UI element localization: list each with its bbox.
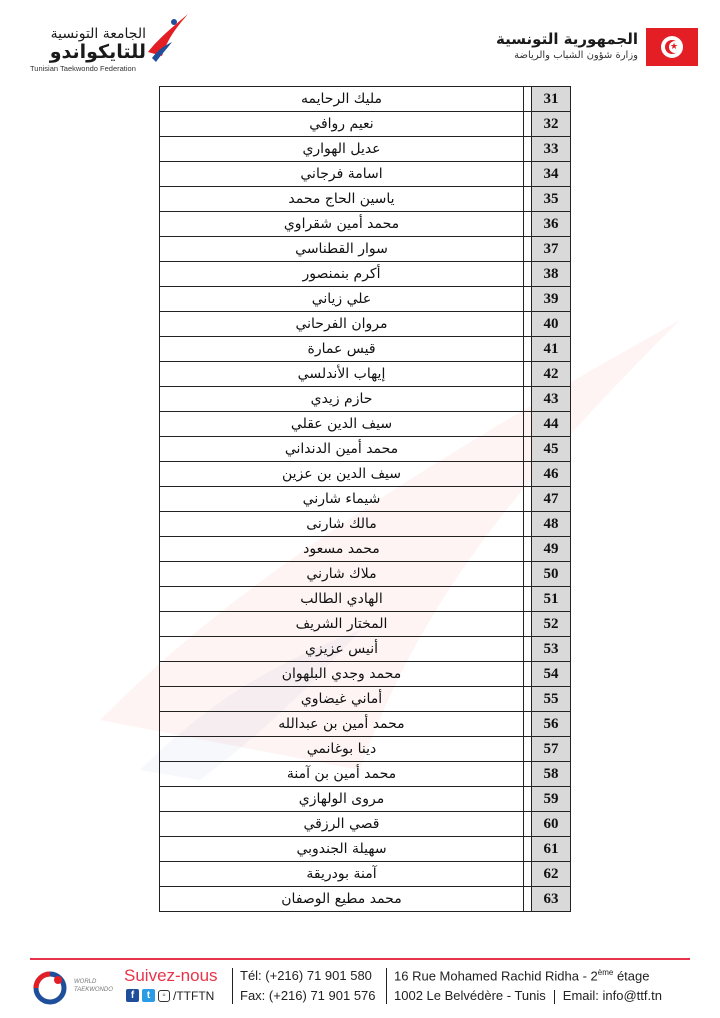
participant-number: 50	[532, 562, 571, 587]
table-row	[160, 187, 571, 212]
world-taekwondo-text: WORLD TAEKWONDO	[74, 979, 113, 993]
participants-table	[159, 86, 571, 912]
participant-number: 59	[532, 787, 571, 812]
table-row	[160, 637, 571, 662]
column-gap	[524, 762, 532, 787]
social-handle[interactable]: /TTFTN	[173, 988, 215, 1003]
column-gap	[524, 662, 532, 687]
participant-name: مليك الرحايمه	[160, 87, 524, 112]
participant-name: سوار القطناسي	[160, 237, 524, 262]
participant-name: مروى الولهازي	[160, 787, 524, 812]
republic-name: الجمهورية التونسية	[496, 30, 638, 48]
table-row	[160, 462, 571, 487]
federation-name-ar-line1: الجامعة التونسية	[50, 26, 146, 42]
facebook-icon[interactable]: f	[126, 989, 139, 1002]
participant-name: المختار الشريف	[160, 612, 524, 637]
participant-name: إيهاب الأندلسي	[160, 362, 524, 387]
participant-number: 33	[532, 137, 571, 162]
participant-number: 38	[532, 262, 571, 287]
column-gap	[524, 387, 532, 412]
table-row	[160, 837, 571, 862]
column-gap	[524, 212, 532, 237]
table-row	[160, 312, 571, 337]
footer	[30, 966, 690, 1010]
column-gap	[524, 462, 532, 487]
ministry-header	[488, 28, 698, 68]
table-row	[160, 712, 571, 737]
taekwondo-kicker-icon	[142, 12, 192, 62]
column-gap	[524, 587, 532, 612]
participant-number: 34	[532, 162, 571, 187]
table-row	[160, 662, 571, 687]
table-row	[160, 612, 571, 637]
column-gap	[524, 837, 532, 862]
address-city: 1002 Le Belvédère - Tunis	[394, 988, 546, 1003]
column-gap	[524, 687, 532, 712]
table-row	[160, 112, 571, 137]
table-row	[160, 237, 571, 262]
column-gap	[524, 712, 532, 737]
table-row	[160, 562, 571, 587]
column-gap	[524, 412, 532, 437]
table-row	[160, 862, 571, 887]
participant-name: قصي الرزقي	[160, 812, 524, 837]
participant-number: 45	[532, 437, 571, 462]
table-row	[160, 887, 571, 912]
address-line-2	[394, 988, 662, 1004]
column-gap	[524, 137, 532, 162]
table-row	[160, 687, 571, 712]
participant-number: 40	[532, 312, 571, 337]
participant-number: 55	[532, 687, 571, 712]
participant-number: 57	[532, 737, 571, 762]
table-row	[160, 587, 571, 612]
table-row	[160, 437, 571, 462]
participant-number: 51	[532, 587, 571, 612]
floor-superscript: ème	[597, 968, 614, 977]
participant-number: 58	[532, 762, 571, 787]
address-line-1	[394, 968, 650, 983]
participant-number: 36	[532, 212, 571, 237]
tunisia-flag-icon: ★	[646, 28, 698, 66]
column-gap	[524, 887, 532, 912]
participant-name: محمد أمين شقراوي	[160, 212, 524, 237]
column-gap	[524, 262, 532, 287]
participant-number: 32	[532, 112, 571, 137]
footer-separator	[386, 968, 387, 1004]
twitter-icon[interactable]: t	[142, 989, 155, 1002]
participant-number: 42	[532, 362, 571, 387]
participant-number: 39	[532, 287, 571, 312]
participant-number: 54	[532, 662, 571, 687]
table-row	[160, 337, 571, 362]
participant-number: 52	[532, 612, 571, 637]
column-gap	[524, 862, 532, 887]
participant-name: مالك شارنى	[160, 512, 524, 537]
participant-name: الهادي الطالب	[160, 587, 524, 612]
participant-name: أماني غيضاوي	[160, 687, 524, 712]
column-gap	[524, 437, 532, 462]
participant-number: 63	[532, 887, 571, 912]
world-taekwondo-icon	[30, 968, 72, 1008]
column-gap	[524, 187, 532, 212]
participant-name: محمد أمين بن عبدالله	[160, 712, 524, 737]
participant-name: محمد مسعود	[160, 537, 524, 562]
table-row	[160, 762, 571, 787]
participant-name: سيف الدين بن عزين	[160, 462, 524, 487]
table-row	[160, 87, 571, 112]
participant-number: 41	[532, 337, 571, 362]
participant-number: 56	[532, 712, 571, 737]
participant-name: شيماء شارني	[160, 487, 524, 512]
participant-name: اسامة فرجاني	[160, 162, 524, 187]
column-gap	[524, 237, 532, 262]
column-gap	[524, 512, 532, 537]
column-gap	[524, 112, 532, 137]
participant-number: 37	[532, 237, 571, 262]
participant-name: نعيم روافي	[160, 112, 524, 137]
table-row	[160, 737, 571, 762]
ministry-name: وزارة شؤون الشباب والرياضة	[514, 50, 638, 61]
participant-number: 46	[532, 462, 571, 487]
column-gap	[524, 362, 532, 387]
column-gap	[524, 612, 532, 637]
footer-divider	[30, 958, 690, 960]
table-row	[160, 387, 571, 412]
federation-name-ar-line2: للتايكواندو	[49, 41, 146, 63]
participant-name: حازم زيدي	[160, 387, 524, 412]
participant-name: آمنة بودريقة	[160, 862, 524, 887]
column-gap	[524, 287, 532, 312]
participant-name: محمد مطيع الوصفان	[160, 887, 524, 912]
table-row	[160, 812, 571, 837]
column-gap	[524, 562, 532, 587]
instagram-icon[interactable]: ◦	[158, 990, 170, 1002]
table-row	[160, 537, 571, 562]
column-gap	[524, 87, 532, 112]
participant-number: 47	[532, 487, 571, 512]
participant-name: محمد أمين الدنداني	[160, 437, 524, 462]
participant-number: 48	[532, 512, 571, 537]
participant-number: 44	[532, 412, 571, 437]
federation-logo	[22, 12, 192, 76]
world-taekwondo-logo	[30, 968, 120, 1008]
participant-name: دينا بوغانمي	[160, 737, 524, 762]
address-floor: étage	[613, 968, 650, 984]
participant-number: 60	[532, 812, 571, 837]
participant-number: 35	[532, 187, 571, 212]
participant-number: 43	[532, 387, 571, 412]
participant-name: أكرم بنمنصور	[160, 262, 524, 287]
participant-name: محمد وجدي البلهوان	[160, 662, 524, 687]
participant-name: عديل الهواري	[160, 137, 524, 162]
participant-number: 49	[532, 537, 571, 562]
participant-name: ياسين الحاج محمد	[160, 187, 524, 212]
participant-name: سيف الدين عقلي	[160, 412, 524, 437]
table-row	[160, 262, 571, 287]
column-gap	[524, 537, 532, 562]
participant-name: ملاك شارني	[160, 562, 524, 587]
table-row	[160, 512, 571, 537]
participant-number: 61	[532, 837, 571, 862]
column-gap	[524, 162, 532, 187]
table-row	[160, 137, 571, 162]
table-row	[160, 787, 571, 812]
participant-name: علي زياني	[160, 287, 524, 312]
participant-number: 31	[532, 87, 571, 112]
column-gap	[524, 637, 532, 662]
federation-name-en: Tunisian Taekwondo Federation	[30, 64, 136, 73]
participant-name: قيس عمارة	[160, 337, 524, 362]
column-gap	[524, 737, 532, 762]
table-row	[160, 212, 571, 237]
participant-name: أنيس عزيزي	[160, 637, 524, 662]
table-row	[160, 412, 571, 437]
table-row	[160, 162, 571, 187]
fax-number: Fax: (+216) 71 901 576	[240, 988, 376, 1003]
table-row	[160, 287, 571, 312]
participant-number: 62	[532, 862, 571, 887]
address-street: 16 Rue Mohamed Rachid Ridha - 2	[394, 968, 598, 984]
table-row	[160, 487, 571, 512]
column-gap	[524, 487, 532, 512]
column-gap	[524, 787, 532, 812]
participant-name: محمد أمين بن آمنة	[160, 762, 524, 787]
follow-us-label: Suivez-nous	[124, 966, 218, 985]
social-links	[126, 988, 214, 1004]
email-link[interactable]: Email: info@ttf.tn	[562, 988, 662, 1003]
table-row	[160, 362, 571, 387]
footer-separator	[232, 968, 233, 1004]
footer-pipe	[554, 990, 555, 1004]
participant-name: مروان الفرحاني	[160, 312, 524, 337]
column-gap	[524, 812, 532, 837]
column-gap	[524, 312, 532, 337]
participant-number: 53	[532, 637, 571, 662]
participant-name: سهيلة الجندوبي	[160, 837, 524, 862]
column-gap	[524, 337, 532, 362]
phone-number: Tél: (+216) 71 901 580	[240, 968, 372, 983]
